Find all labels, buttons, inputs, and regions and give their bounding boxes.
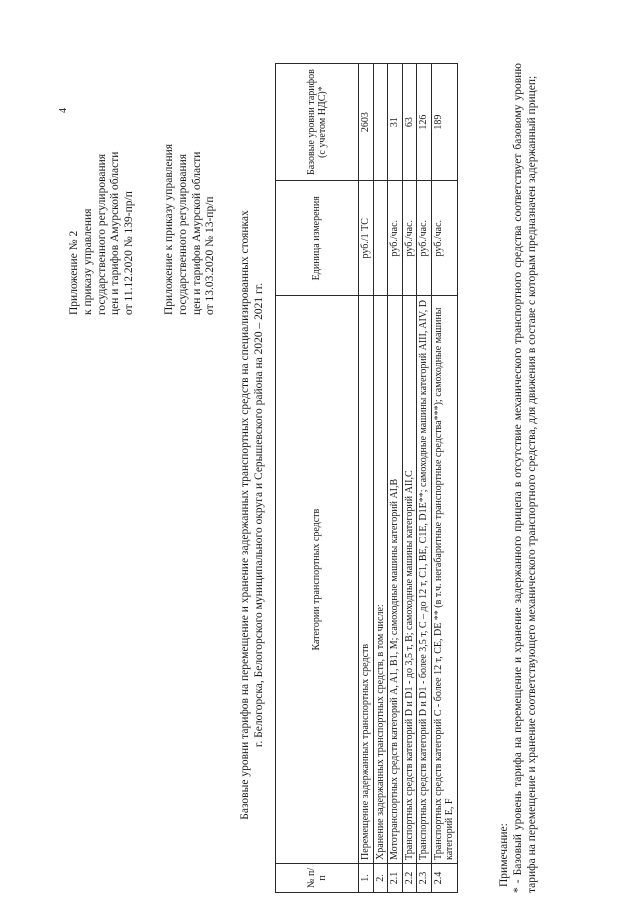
row-value: 31 bbox=[388, 64, 403, 181]
table-row bbox=[431, 64, 457, 893]
row-category: Транспортных средств категорий D и D1 - до 3,5 т, B; самоходные машины категорий AII,C bbox=[402, 296, 417, 864]
row-unit bbox=[373, 181, 388, 296]
row-num: 2.4 bbox=[431, 863, 457, 892]
row-category: Транспортных средств категорий D и D1 - более 3,5 т, C – до 12 т, C1, BE, C1E, D1E**; самоходные машины категорий AIII, AIV, D bbox=[417, 296, 432, 864]
row-value: 2603 bbox=[359, 64, 374, 181]
table-row bbox=[359, 64, 374, 893]
header-unit: Единица измерения bbox=[276, 181, 359, 296]
row-category: Хранение задержанных транспортных средств, в том числе: bbox=[373, 296, 388, 864]
row-value: 189 bbox=[431, 64, 457, 181]
title-line: Базовые уровни тарифов на перемещение и хранение задержанных транспортных средств на специализированных стоянках bbox=[239, 210, 251, 820]
tariff-table bbox=[275, 63, 458, 893]
notes-label: Примечание: bbox=[498, 823, 510, 887]
appendix-previous bbox=[163, 144, 218, 315]
row-value: 63 bbox=[402, 64, 417, 181]
row-unit: руб./час. bbox=[417, 181, 432, 296]
appendix-line: цен и тарифов Амурской области bbox=[190, 151, 203, 315]
page-number: 4 bbox=[58, 108, 69, 113]
appendix-line: государственного регулирования bbox=[95, 153, 108, 315]
notes-section bbox=[497, 63, 540, 893]
note-text: * - Базовый уровень тарифа на перемещение и хранение задержанного прицепа в отсутствие механического транспортного средства соответствует базовому уровню тарифа на перемещение и хранение соответствующего механического транспортного средства, для движения в составе с которым предназначен задержанный прицеп; bbox=[512, 63, 539, 893]
header-value: Базовые уровни тарифов (с учетом НДС)* bbox=[276, 64, 359, 181]
row-num: 2.2 bbox=[402, 863, 417, 892]
row-category: Мототранспортных средств категорий A, A1, B1, M; самоходные машины категорий AI,B bbox=[388, 296, 403, 864]
row-num: 2. bbox=[373, 863, 388, 892]
table-row bbox=[417, 64, 432, 893]
table-row bbox=[388, 64, 403, 893]
appendix-line: государственного регулирования bbox=[176, 153, 189, 315]
appendix-line: к приказу управления bbox=[81, 208, 94, 315]
row-value bbox=[373, 64, 388, 181]
appendix-line: от 11.12.2020 № 139-пр/п bbox=[123, 191, 136, 315]
row-category: Перемещение задержанных транспортных средств bbox=[359, 296, 374, 864]
row-category: Транспортных средств категорий C - более 12 т, CE, DE ** (в т.ч. негабаритные транспортные средства***); самоходные машины категорий E, F bbox=[431, 296, 457, 864]
document-title bbox=[238, 155, 266, 875]
table-header-row bbox=[276, 64, 359, 893]
row-num: 2.3 bbox=[417, 863, 432, 892]
appendix-line: Приложение к приказу управления bbox=[163, 143, 175, 315]
appendix-line: цен и тарифов Амурской области bbox=[109, 151, 122, 315]
table-row bbox=[373, 64, 388, 893]
row-unit: руб./час. bbox=[431, 181, 457, 296]
header-num: № п/п bbox=[276, 863, 359, 892]
row-unit: руб./1 ТС bbox=[359, 181, 374, 296]
row-value: 126 bbox=[417, 64, 432, 181]
row-num: 1. bbox=[359, 863, 374, 892]
row-unit: руб./час. bbox=[402, 181, 417, 296]
row-num: 2.1 bbox=[388, 863, 403, 892]
appendix-line: Приложение № 2 bbox=[68, 230, 80, 315]
appendix-current bbox=[68, 152, 137, 315]
table-row bbox=[402, 64, 417, 893]
header-category: Категории транспортных средств bbox=[276, 296, 359, 864]
appendix-line: от 13.03.2020 № 13-пр/п bbox=[204, 196, 217, 315]
title-line: г. Белогорска, Белогорского муниципального округа и Серышевского района на 2020 – 2021 гг. bbox=[253, 282, 265, 748]
row-unit: руб./час. bbox=[388, 181, 403, 296]
